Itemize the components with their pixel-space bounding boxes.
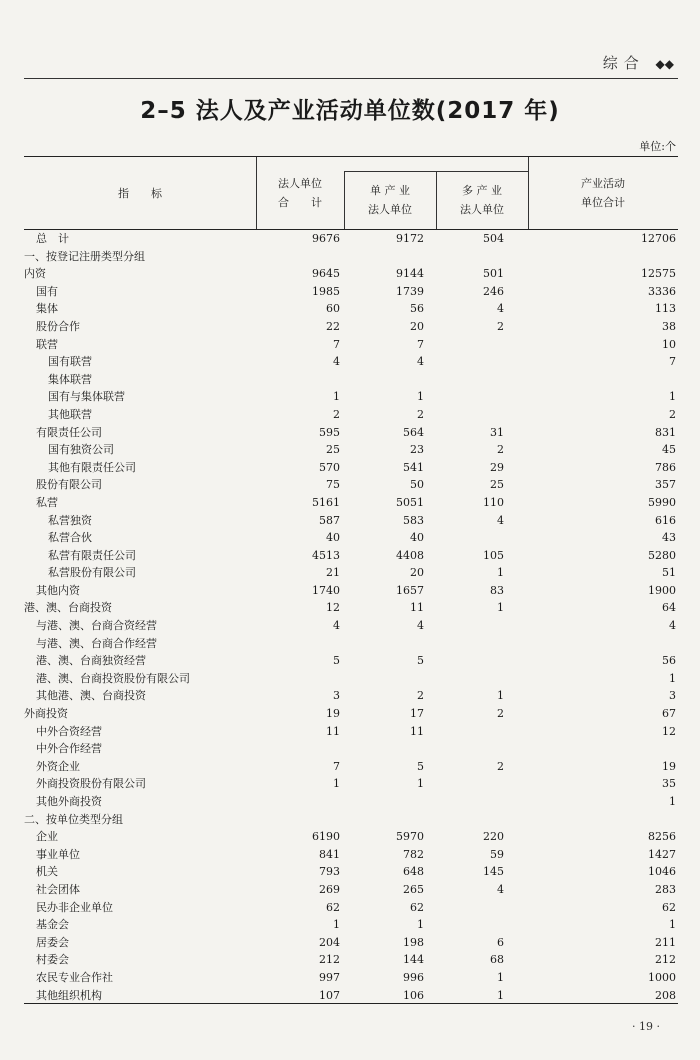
- row-label: 联营: [36, 337, 58, 351]
- cell-v3: 105: [483, 548, 504, 562]
- table-row: [24, 441, 678, 459]
- table-row: [24, 283, 678, 301]
- cell-v3: 25: [490, 478, 504, 492]
- row-label: 一、按登记注册类型分组: [24, 249, 145, 263]
- row-label: 基金会: [36, 918, 69, 932]
- cell-v4: 1000: [648, 970, 676, 984]
- table-row: [24, 248, 678, 266]
- cell-v3: 1: [497, 689, 504, 703]
- cell-v2: 62: [410, 900, 424, 914]
- table-row: [24, 230, 678, 248]
- cell-v4: 10: [662, 337, 676, 351]
- table-row: [24, 353, 678, 371]
- row-label: 中外合作经营: [36, 742, 102, 756]
- row-label: 农民专业合作社: [36, 970, 113, 984]
- row-label: 村委会: [36, 953, 69, 967]
- cell-v1: 9676: [312, 232, 340, 245]
- row-label: 国有: [36, 284, 58, 298]
- cell-v2: 265: [403, 882, 424, 896]
- col-activity: 产业活动 单位合计: [581, 177, 625, 209]
- row-label: 私营: [36, 495, 58, 509]
- row-label: 民办非企业单位: [36, 900, 113, 914]
- table-row: [24, 828, 678, 846]
- cell-v4: 1: [669, 390, 676, 404]
- cell-v4: 12: [662, 724, 676, 738]
- row-label: 外商投资股份有限公司: [36, 777, 146, 791]
- cell-v4: 45: [662, 443, 676, 457]
- cell-v1: 587: [319, 513, 340, 527]
- row-label: 与港、澳、台商合资经营: [36, 619, 157, 633]
- cell-v4: 7: [669, 355, 676, 369]
- table-row: [24, 775, 678, 793]
- table-row: [24, 951, 678, 969]
- cell-v3: 145: [483, 865, 504, 879]
- cell-v3: 1: [497, 601, 504, 615]
- cell-v1: 9645: [312, 267, 340, 281]
- cell-v4: 283: [655, 882, 676, 896]
- row-label: 集体: [36, 302, 58, 316]
- cell-v4: 1046: [648, 865, 676, 879]
- cell-v4: 3: [669, 689, 676, 703]
- col-legal-total: 法人单位 合 计: [278, 177, 322, 209]
- table-row: [24, 916, 678, 934]
- cell-v4: 5280: [648, 548, 676, 562]
- row-label: 与港、澳、台商合作经营: [36, 636, 157, 650]
- row-label: 其他联营: [48, 407, 92, 421]
- table-row: [24, 969, 678, 987]
- cell-v2: 4408: [396, 548, 424, 562]
- row-label: 外资企业: [36, 759, 80, 773]
- table-row: [24, 670, 678, 688]
- cell-v4: 51: [662, 566, 676, 580]
- cell-v1: 595: [319, 425, 340, 439]
- cell-v4: 3336: [648, 284, 676, 298]
- cell-v2: 20: [410, 566, 424, 580]
- col-single: 单 产 业 法人单位: [368, 184, 412, 216]
- diamond-icon: ◆◆: [655, 57, 674, 71]
- cell-v2: 1: [417, 777, 424, 791]
- row-label: 国有联营: [48, 355, 92, 369]
- cell-v4: 212: [655, 953, 676, 967]
- table-row: [24, 934, 678, 952]
- cell-v2: 20: [410, 319, 424, 333]
- row-label: 港、澳、台商独资经营: [36, 654, 146, 668]
- cell-v1: 11: [326, 724, 340, 738]
- col-multi: 多 产 业 法人单位: [460, 184, 504, 216]
- bottom-rule: [24, 1003, 678, 1004]
- table-row: [24, 635, 678, 653]
- cell-v2: 564: [403, 425, 424, 439]
- cell-v4: 43: [662, 531, 676, 545]
- cell-v2: 2: [417, 689, 424, 703]
- cell-v2: 7: [417, 337, 424, 351]
- table-row: [24, 512, 678, 530]
- cell-v4: 1427: [648, 847, 676, 861]
- table-row: [24, 494, 678, 512]
- cell-v2: 1: [417, 390, 424, 404]
- cell-v1: 3: [333, 689, 340, 703]
- table-row: [24, 740, 678, 758]
- row-label: 港、澳、台商投资股份有限公司: [36, 671, 190, 685]
- cell-v1: 997: [319, 970, 340, 984]
- row-label: 私营股份有限公司: [48, 566, 136, 580]
- table-row: [24, 705, 678, 723]
- table-body: [24, 230, 678, 1004]
- row-label: 国有与集体联营: [48, 390, 125, 404]
- row-label: 其他港、澳、台商投资: [36, 689, 146, 703]
- table-header: [24, 156, 678, 230]
- row-label: 企业: [36, 830, 58, 844]
- cell-v2: 1657: [396, 583, 424, 597]
- table-row: [24, 793, 678, 811]
- cell-v2: 23: [410, 443, 424, 457]
- table-row: [24, 899, 678, 917]
- cell-v2: 4: [417, 619, 424, 633]
- cell-v3: 4: [497, 882, 504, 896]
- cell-v1: 269: [319, 882, 340, 896]
- row-label: 二、按单位类型分组: [24, 812, 123, 826]
- cell-v3: 68: [490, 953, 504, 967]
- cell-v3: 2: [497, 707, 504, 721]
- cell-v1: 12: [326, 601, 340, 615]
- row-label: 社会团体: [36, 882, 80, 896]
- cell-v4: 12706: [641, 232, 676, 245]
- table-row: [24, 388, 678, 406]
- cell-v3: 59: [490, 847, 504, 861]
- cell-v2: 11: [410, 601, 424, 615]
- cell-v4: 56: [662, 654, 676, 668]
- cell-v2: 9172: [396, 232, 424, 245]
- cell-v3: 1: [497, 988, 504, 1002]
- cell-v2: 11: [410, 724, 424, 738]
- cell-v1: 204: [319, 935, 340, 949]
- table-row: [24, 459, 678, 477]
- cell-v4: 35: [662, 777, 676, 791]
- row-label: 内资: [24, 267, 46, 281]
- cell-v2: 1: [417, 918, 424, 932]
- cell-v1: 19: [326, 707, 340, 721]
- table-row: [24, 265, 678, 283]
- table-row: [24, 846, 678, 864]
- cell-v1: 4: [333, 619, 340, 633]
- cell-v1: 22: [326, 319, 340, 333]
- cell-v1: 5: [333, 654, 340, 668]
- cell-v2: 648: [403, 865, 424, 879]
- row-label: 其他组织机构: [36, 988, 102, 1002]
- table-row: [24, 424, 678, 442]
- cell-v1: 841: [319, 847, 340, 861]
- cell-v3: 1: [497, 566, 504, 580]
- cell-v3: 504: [483, 232, 504, 245]
- cell-v1: 5161: [312, 495, 340, 509]
- row-label: 机关: [36, 865, 58, 879]
- cell-v1: 7: [333, 759, 340, 773]
- cell-v3: 29: [490, 460, 504, 474]
- cell-v3: 2: [497, 319, 504, 333]
- cell-v4: 357: [655, 478, 676, 492]
- table-row: [24, 881, 678, 899]
- unit-label: 单位:个: [639, 140, 676, 153]
- table-row: [24, 617, 678, 635]
- row-label: 股份有限公司: [36, 478, 102, 492]
- cell-v4: 1900: [648, 583, 676, 597]
- cell-v4: 67: [662, 707, 676, 721]
- cell-v4: 831: [655, 425, 676, 439]
- row-label: 其他外商投资: [36, 795, 102, 808]
- cell-v4: 19: [662, 759, 676, 773]
- cell-v2: 5: [417, 654, 424, 668]
- cell-v4: 208: [655, 988, 676, 1002]
- cell-v1: 75: [326, 478, 340, 492]
- section-label: 综合: [602, 54, 645, 72]
- cell-v3: 31: [490, 425, 504, 439]
- cell-v2: 56: [410, 302, 424, 316]
- cell-v1: 60: [326, 302, 340, 316]
- cell-v2: 996: [403, 970, 424, 984]
- cell-v1: 62: [326, 900, 340, 914]
- cell-v1: 570: [319, 460, 340, 474]
- cell-v4: 8256: [648, 830, 676, 844]
- cell-v4: 786: [655, 460, 676, 474]
- row-label: 有限责任公司: [36, 425, 102, 439]
- cell-v4: 1: [669, 671, 676, 685]
- cell-v3: 6: [497, 935, 504, 949]
- cell-v1: 212: [319, 953, 340, 967]
- cell-v2: 17: [410, 707, 424, 721]
- cell-v1: 1740: [312, 583, 340, 597]
- row-label: 私营合伙: [48, 531, 92, 545]
- row-label: 其他内资: [36, 583, 80, 597]
- table-row: [24, 599, 678, 617]
- cell-v2: 5051: [396, 495, 424, 509]
- cell-v2: 5970: [396, 830, 424, 844]
- row-label: 港、澳、台商投资: [24, 601, 112, 615]
- cell-v2: 144: [403, 953, 424, 967]
- row-label: 事业单位: [36, 847, 80, 861]
- cell-v4: 64: [662, 601, 676, 615]
- table-row: [24, 987, 678, 1005]
- cell-v4: 1: [669, 795, 676, 808]
- table-row: [24, 547, 678, 565]
- cell-v3: 83: [490, 583, 504, 597]
- cell-v1: 4: [333, 355, 340, 369]
- cell-v4: 38: [662, 319, 676, 333]
- table-row: [24, 300, 678, 318]
- cell-v1: 1: [333, 777, 340, 791]
- cell-v3: 4: [497, 513, 504, 527]
- table-row: [24, 336, 678, 354]
- table-row: [24, 723, 678, 741]
- cell-v1: 4513: [312, 548, 340, 562]
- table-row: [24, 687, 678, 705]
- cell-v1: 1: [333, 918, 340, 932]
- cell-v4: 211: [655, 935, 676, 949]
- cell-v2: 106: [403, 988, 424, 1002]
- cell-v2: 583: [403, 513, 424, 527]
- cell-v1: 793: [319, 865, 340, 879]
- col-indicator: 指 标: [118, 186, 162, 200]
- page-number: · 19 ·: [632, 1020, 660, 1033]
- cell-v1: 21: [326, 566, 340, 580]
- cell-v2: 5: [417, 759, 424, 773]
- row-label: 私营独资: [48, 513, 92, 527]
- table-row: [24, 564, 678, 582]
- cell-v3: 220: [483, 830, 504, 844]
- table-row: [24, 529, 678, 547]
- cell-v4: 2: [669, 407, 676, 421]
- cell-v3: 501: [483, 267, 504, 281]
- cell-v4: 5990: [648, 495, 676, 509]
- page-title: 2–5 法人及产业活动单位数(2017 年): [140, 98, 560, 124]
- cell-v1: 2: [333, 407, 340, 421]
- table-row: [24, 758, 678, 776]
- table-row: [24, 371, 678, 389]
- cell-v2: 4: [417, 355, 424, 369]
- table-row: [24, 811, 678, 829]
- cell-v3: 2: [497, 759, 504, 773]
- cell-v2: 2: [417, 407, 424, 421]
- cell-v1: 7: [333, 337, 340, 351]
- cell-v2: 9144: [396, 267, 424, 281]
- row-label: 其他有限责任公司: [48, 460, 136, 474]
- cell-v2: 50: [410, 478, 424, 492]
- top-rule: [24, 78, 678, 79]
- cell-v1: 40: [326, 531, 340, 545]
- cell-v1: 107: [319, 988, 340, 1002]
- cell-v1: 1985: [312, 284, 340, 298]
- cell-v4: 616: [655, 513, 676, 527]
- cell-v4: 62: [662, 900, 676, 914]
- cell-v3: 4: [497, 302, 504, 316]
- cell-v3: 110: [483, 495, 504, 509]
- cell-v1: 1: [333, 390, 340, 404]
- row-label: 外商投资: [24, 707, 68, 721]
- cell-v4: 4: [669, 619, 676, 633]
- row-label: 中外合资经营: [36, 724, 102, 738]
- cell-v1: 25: [326, 443, 340, 457]
- cell-v3: 246: [483, 284, 504, 298]
- table-row: [24, 652, 678, 670]
- table-row: [24, 863, 678, 881]
- cell-v4: 113: [655, 302, 676, 316]
- row-label: 私营有限责任公司: [48, 548, 136, 562]
- table-row: [24, 318, 678, 336]
- cell-v4: 12575: [641, 267, 676, 281]
- table-row: [24, 582, 678, 600]
- table-row: [24, 476, 678, 494]
- row-label: 居委会: [36, 935, 69, 949]
- cell-v2: 782: [403, 847, 424, 861]
- cell-v4: 1: [669, 918, 676, 932]
- cell-v2: 541: [403, 460, 424, 474]
- cell-v2: 1739: [396, 284, 424, 298]
- row-label: 国有独资公司: [48, 443, 114, 457]
- row-label: 集体联营: [48, 372, 92, 386]
- cell-v1: 6190: [312, 830, 340, 844]
- cell-v2: 40: [410, 531, 424, 545]
- cell-v3: 2: [497, 443, 504, 457]
- cell-v3: 1: [497, 970, 504, 984]
- row-label: 股份合作: [36, 319, 80, 333]
- section-header: [603, 52, 674, 73]
- table-row: [24, 406, 678, 424]
- cell-v2: 198: [403, 935, 424, 949]
- row-label: 总 计: [36, 232, 69, 245]
